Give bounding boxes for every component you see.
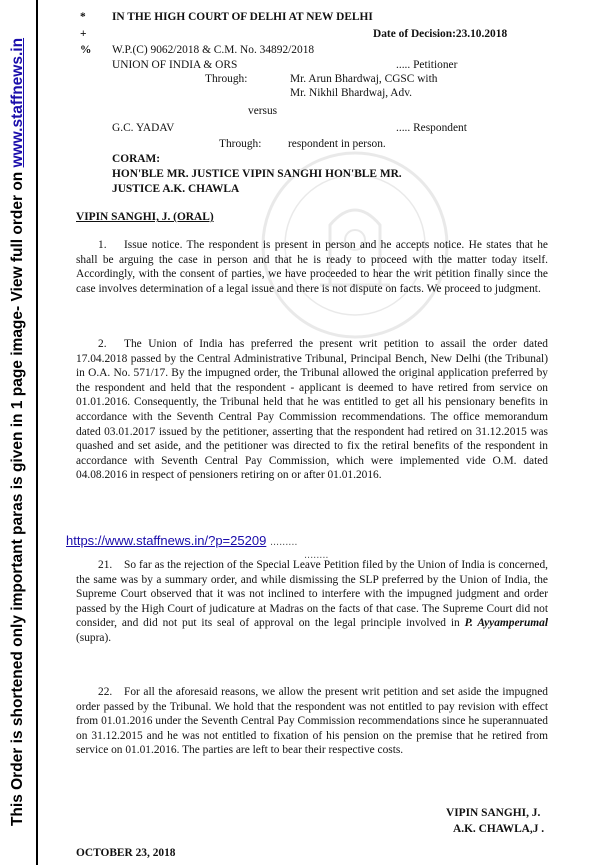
through-label-respondent: Through: [219,138,262,150]
decision-date: Date of Decision:23.10.2018 [373,28,508,40]
signature-judge-1: VIPIN SANGHI, J. [446,807,541,819]
respondent-name: G.C. YADAV [112,122,175,134]
source-link-dots-row [304,546,328,561]
paragraph-22-text: For all the aforesaid reasons, we allow the present writ petition and set aside the impugned order passed by the Tribunal. We hold that the respondent was not entitled to pay revision with effect from 01.01.2016 under the Seventh Central Pay Commission recommendations since he superannuated on 31.12.2015 and he was not entitled to fixation of his pension on the premise that he retired from service on 01.01.2016. The parties are left to bear their respective costs. [76,686,548,757]
side-banner-link[interactable]: www.staffnews.in [9,37,26,168]
signature-judge-2: A.K. CHAWLA,J . [453,823,545,835]
source-link-row [66,533,297,548]
plus-marker: + [80,28,87,40]
paragraph-1 [76,238,548,296]
paragraph-21-case-name: P. Ayyamperumal [464,617,548,630]
side-banner-text [9,38,27,826]
petitioner-role: ..... Petitioner [396,59,458,71]
paragraph-21-text: So far as the rejection of the Special Leave Petition filed by the Union of India is concerned, the same was by a summary order, and while dismissing the SLP preferred by the Union of India, the Supreme Court observed that it was not inclined to interfere with the impugned judgment and order passed by the High Court of judicature at Madras on the facts of that case. The Supreme Court did not consider, and did not put its seal of approval on the legal principle involved in [76,559,548,630]
oral-judgment-heading: VIPIN SANGHI, J. (ORAL) [76,211,214,223]
percent-marker: % [80,44,92,56]
side-banner [0,0,38,865]
respondent-role: ..... Respondent [396,122,467,134]
paragraph-22 [76,685,548,758]
petitioner-counsel-2: Mr. Nikhil Bhardwaj, Adv. [290,87,413,99]
ellipsis-dots-2: ........ [304,549,329,561]
petitioner-name: UNION OF INDIA & ORS [112,59,238,71]
paragraph-2-text: The Union of India has preferred the present writ petition to assail the order dated 17.04.2018 passed by the Central Administrative Tribunal, Principal Bench, New Delhi (the Tribunal) in O.A. No. 571/17. By the impugned order, the Tribunal allowed the original application preferred by the respondent and held that the respondent - applicant is deemed to have retired from service on 01.01.2016. Consequently, the Tribunal held that he was entitled to get all his pensionary benefits in accordance with the Seventh Central Pay Commission recommendations. The office memorandum dated 03.01.2017 issued by the petitioner, asserting that the respondent had retired on 31.12.2015 was quashed and set aside, and the petitioner was directed to fix the retiral benefits of the respondent in accordance with Seventh Central Pay Commission, which were implemented vide O.M. dated 04.08.2016 in respect of pensioners retiring on or after 01.01.2016. [76,338,548,482]
case-number: W.P.(C) 9062/2018 & C.M. No. 34892/2018 [112,44,315,56]
paragraph-21-number: 21. [98,559,113,571]
through-label-petitioner: Through: [205,73,248,85]
star-marker: * [80,11,86,23]
respondent-counsel: respondent in person. [288,138,386,150]
judgment-date: OCTOBER 23, 2018 [76,847,176,859]
paragraph-22-number: 22. [98,686,113,698]
paragraph-2-number: 2. [98,338,107,350]
coram-label: CORAM: [112,153,161,165]
paragraph-1-text: Issue notice. The respondent is present in person and he accepts notice. He states that he shall be arguing the case in person and that he is ready to proceed with the matter today itself. Accordingly, with the consent of parties, we have proceeded to hear the writ petition finally since the case involves determination of a legal issue and there is not dispute on facts. We proceed to judgment. [76,239,548,295]
paragraph-21 [76,558,548,646]
source-link[interactable]: https://www.staffnews.in/?p=25209 [66,533,267,548]
bench-judges-line-1: HON'BLE MR. JUSTICE VIPIN SANGHI HON'BLE MR. [112,168,402,180]
paragraph-1-number: 1. [98,239,107,251]
paragraph-21-tail: (supra). [76,631,112,644]
ellipsis-dots: ......... [269,536,298,548]
side-banner-message: This Order is shortened only important paras is given in 1 page image- View full order on [9,167,26,827]
versus-label: versus [248,105,278,117]
bench-judges-line-2: JUSTICE A.K. CHAWLA [112,183,240,195]
court-title: IN THE HIGH COURT OF DELHI AT NEW DELHI [112,11,373,23]
petitioner-counsel-1: Mr. Arun Bhardwaj, CGSC with [290,73,438,85]
paragraph-2 [76,337,548,483]
